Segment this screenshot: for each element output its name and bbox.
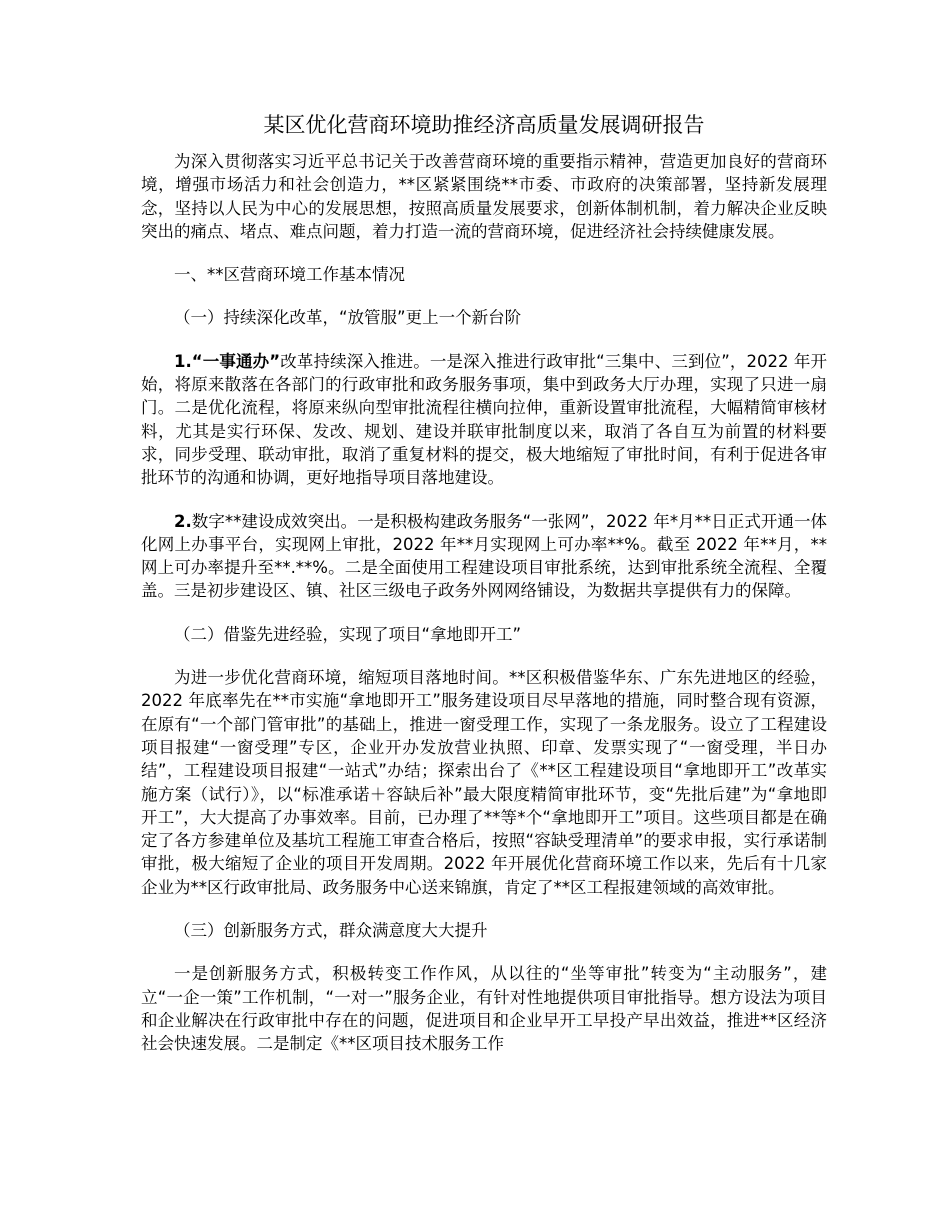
item-1-paragraph xyxy=(141,350,827,490)
document-page xyxy=(141,110,827,1076)
subsection-1-heading: （一）持续深化改革，“放管服”更上一个新台阶 xyxy=(174,308,522,328)
subsection-3-heading: （三）创新服务方式，群众满意度大大提升 xyxy=(174,921,488,941)
intro-paragraph: 为深入贯彻落实习近平总书记关于改善营商环境的重要指示精神，营造更加良好的营商环境，增强市场活力和社会创造力，**区紧紧围绕**市委、市政府的决策部署，坚持新发展理念，坚持以人民为中心的发展思想，按照高质量发展要求，创新体制机制，着力解决企业反映突出的痛点、堵点、难点问题，着力打造一流的营商环境，促进经济社会持续健康发展。 xyxy=(141,152,827,241)
subsection-2-heading: （二）借鉴先进经验，实现了项目“拿地即开工” xyxy=(174,624,522,644)
item-1-number: 1.“一事通办” xyxy=(174,351,281,371)
item-2-number: 2. xyxy=(174,511,192,531)
document-title: 某区优化营商环境助推经济高质量发展调研报告 xyxy=(263,113,705,137)
item-2-paragraph xyxy=(141,510,827,603)
section-1-heading: 一、**区营商环境工作基本情况 xyxy=(174,265,405,285)
subsection-3-paragraph: 一是创新服务方式，积极转变工作作风，从以往的“坐等审批”转变为“主动服务”，建立“一企一策”工作机制，“一对一”服务企业，有针对性地提供项目审批指导。想方设法为项目和企业解决在行政审批中存在的问题，促进项目和企业早开工早投产早出效益，推进**区经济社会快速发展。二是制定《**区项目技术服务工作 xyxy=(141,964,827,1054)
item-2-text: 数字**建设成效突出。一是积极构建政务服务“一张网”，2022 年*月**日正式开通一体化网上办事平台，实现网上审批，2022 年**月实现网上可办率**%。截至 2022 年**月，**网上可办率提升至**.**%。二是全面使用工程建设项目审批系统，达到审批系统全流程、全覆盖。三是初步建设区、镇、社区三级电子政务外网网络铺设，为数据共享提供有力的保障。 xyxy=(141,511,827,601)
item-1-text: 改革持续深入推进。一是深入推进行政审批“三集中、三到位”，2022 年开始，将原来散落在各部门的行政审批和政务服务事项，集中到政务大厅办理，实现了只进一扇门。二是优化流程，将原来纵向型审批流程往横向拉伸，重新设置审批流程，大幅精简审核材料，尤其是实行环保、发改、规划、建设并联审批制度以来，取消了各自互为前置的材料要求，同步受理、联动审批，取消了重复材料的提交，极大地缩短了审批时间，有利于促进各审批环节的沟通和协调，更好地指导项目落地建设。 xyxy=(141,351,827,488)
subsection-2-paragraph: 为进一步优化营商环境，缩短项目落地时间。**区积极借鉴华东、广东先进地区的经验，2022 年底率先在**市实施“拿地即开工”服务建设项目尽早落地的措施，同时整合现有资源，在原有“一个部门管审批”的基础上，推进一窗受理工作，实现了一条龙服务。设立了工程建设项目报建“一窗受理”专区，企业开办发放营业执照、印章、发票实现了“一窗受理，半日办结”，工程建设项目报建“一站式”办结；探索出台了《**区工程建设项目“拿地即开工”改革实施方案（试行）》，以“标准承诺＋容缺后补”最大限度精简审批环节，变“先批后建”为“拿地即开工”，大大提高了办事效率。目前，已办理了**等*个“拿地即开工”项目。这些项目都是在确定了各方参建单位及基坑工程施工审查合格后，按照“容缺受理清单”的要求申报，实行承诺制审批，极大缩短了企业的项目开发周期。2022 年开展优化营商环境工作以来，先后有十几家企业为**区行政审批局、政务服务中心送来锦旗，肯定了**区工程报建领域的高效审批。 xyxy=(141,668,827,897)
